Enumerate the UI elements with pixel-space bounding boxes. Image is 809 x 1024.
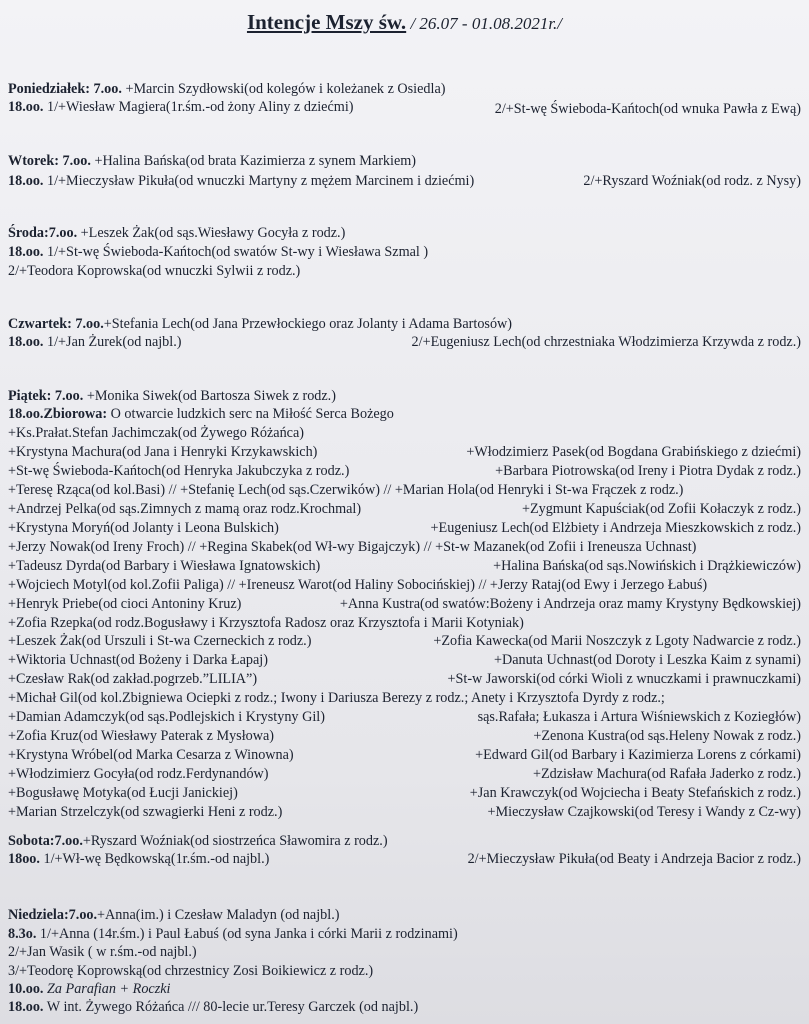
saturday-evening-1 bbox=[8, 850, 269, 868]
friday-intention-right: +Barbara Piotrowska(od Ireny i Piotra Dydak z rodz.) bbox=[495, 463, 801, 479]
friday-intention-right: +Zenona Kustra(od sąs.Heleny Nowak z rodz.) bbox=[533, 728, 801, 744]
friday-mass-18: O otwarcie ludzkich serc na Miłość Serca Bożego bbox=[107, 406, 394, 422]
thursday-time-18: 18.oo. bbox=[8, 334, 44, 350]
sunday-830-3: 3/+Teodorę Koprowską(od chrzestnicy Zosi Boikiewicz z rodz.) bbox=[8, 963, 374, 979]
friday-mass-7: +Monika Siwek(od Bartosza Siwek z rodz.) bbox=[83, 388, 336, 404]
friday-intention-right: +Danuta Uchnast(od Doroty i Leszka Kaim z synami) bbox=[493, 652, 801, 668]
thursday-mass-7: +Stefania Lech(od Jana Przewłockiego oraz Jolanty i Adama Bartosów) bbox=[103, 316, 513, 332]
friday-intention-right: +Anna Kustra(od swatów:Bożeny i Andrzeja oraz mamy Krystyny Będkowskiej) bbox=[339, 596, 801, 612]
friday-intention-right: +Halina Bańska(od sąs.Nowińskich i Drążkiewiczów) bbox=[493, 558, 801, 574]
saturday-day: Sobota: bbox=[8, 833, 55, 849]
friday-intention-left: +Zofia Kruz(od Wiesławy Paterak z Mysłowa) bbox=[8, 728, 275, 744]
saturday-evening-2: 2/+Mieczysław Pikuła(od Beaty i Andrzeja Bacior z rodz.) bbox=[467, 851, 801, 867]
sunday-1000 bbox=[8, 980, 170, 998]
wednesday-mass-7: +Leszek Żak(od sąs.Wiesławy Gocyła z rodz.) bbox=[77, 225, 346, 241]
saturday-time-18: 18oo. bbox=[8, 851, 40, 867]
tuesday-time-7: 7.oo. bbox=[62, 153, 91, 169]
saturday-time-7: 7.oo. bbox=[54, 833, 83, 849]
sunday-mass-18: W int. Żywego Różańca /// 80-lecie ur.Teresy Garczek (od najbl.) bbox=[43, 999, 419, 1015]
friday-intention-left: +Damian Adamczyk(od sąs.Podlejskich i Krystyny Gil) bbox=[8, 709, 325, 725]
wednesday-time-18: 18.oo. bbox=[8, 244, 44, 260]
friday-time-18: 18.oo.Zbiorowa: bbox=[8, 406, 108, 422]
friday-intention-right: +Jan Krawczyk(od Wojciecha i Beaty Stefańskich z rodz.) bbox=[469, 785, 801, 801]
friday-intention-left: +Michał Gil(od kol.Zbigniewa Ociepki z rodz.; Iwony i Dariusza Berezy z rodz.; Anety i Krzysztofa Dyrdy z rodz.; bbox=[8, 690, 665, 706]
monday-morning bbox=[8, 80, 445, 98]
friday-intention-right: +Eugeniusz Lech(od Elżbiety i Andrzeja Mieszkowskich z rodz.) bbox=[430, 520, 801, 536]
monday-evening-1 bbox=[8, 98, 353, 116]
tuesday-evening-2: 2/+Ryszard Woźniak(od rodz. z Nysy) bbox=[583, 173, 801, 189]
friday-intention-right: +Zdzisław Machura(od Rafała Jaderko z rodz.) bbox=[533, 766, 801, 782]
friday-intention-right: +Włodzimierz Pasek(od Bogdana Grabińskiego z dziećmi) bbox=[466, 444, 801, 460]
tuesday-mass-7: +Halina Bańska(od brata Kazimierza z synem Markiem) bbox=[90, 153, 417, 169]
monday-mass-18-1: 1/+Wiesław Magiera(1r.śm.-od żony Aliny z dziećmi) bbox=[43, 99, 354, 115]
sunday-1800 bbox=[8, 998, 418, 1016]
friday-intention-left: +St-wę Świeboda-Kańtoch(od Henryka Jakubczyka z rodz.) bbox=[8, 463, 350, 479]
friday-intention-left: +Marian Strzelczyk(od szwagierki Heni z rodz.) bbox=[8, 804, 283, 820]
friday-intention-left: +Teresę Rząca(od kol.Basi) // +Stefanię Lech(od sąs.Czerwików) // +Marian Hola(od Henryki i St-wa Frączek z rodz.) bbox=[8, 482, 684, 498]
page-title bbox=[0, 8, 809, 38]
wednesday-time-7: 7.oo. bbox=[48, 225, 78, 241]
tuesday-time-18: 18.oo. bbox=[8, 173, 44, 189]
friday-intention-left: +Czesław Rak(od zakład.pogrzeb.”LILIA”) bbox=[8, 671, 258, 687]
friday-intention-left: +Andrzej Pelka(od sąs.Zimnych z mamą oraz rodz.Krochmal) bbox=[8, 501, 362, 517]
thursday-mass-18-1: 1/+Jan Żurek(od najbl.) bbox=[43, 334, 182, 350]
friday-intention-left: +Ks.Prałat.Stefan Jachimczak(od Żywego Różańca) bbox=[8, 425, 304, 441]
friday-morning bbox=[8, 387, 336, 405]
sunday-mass-1000: Za Parafian + Roczki bbox=[43, 981, 171, 997]
friday-intention-left: +Wiktoria Uchnast(od Bożeny i Darka Łapaj) bbox=[8, 652, 268, 668]
friday-intention-left: +Krystyna Machura(od Jana i Henryki Krzykawskich) bbox=[8, 444, 318, 460]
friday-intention-right: +Mieczysław Czajkowski(od Teresy i Wandy z Cz-wy) bbox=[487, 804, 801, 820]
tuesday-morning bbox=[8, 152, 416, 170]
monday-evening-2: 2/+St-wę Świeboda-Kańtoch(od wnuka Pawła z Ewą) bbox=[494, 101, 801, 117]
tuesday-mass-18-1: 1/+Mieczysław Pikuła(od wnuczki Martyny z mężem Marcinem i dziećmi) bbox=[43, 173, 475, 189]
friday-day: Piątek: bbox=[8, 388, 52, 404]
sunday-time-18: 18.oo. bbox=[8, 999, 44, 1015]
friday-intention-left: +Włodzimierz Gocyła(od rodz.Ferdynandów) bbox=[8, 766, 269, 782]
sunday-830-1 bbox=[8, 925, 458, 943]
wednesday-mass-18-1: 1/+St-wę Świeboda-Kańtoch(od swatów St-wy i Wiesława Szmal ) bbox=[43, 244, 429, 260]
title-main: Intencje Mszy św. bbox=[246, 10, 407, 34]
friday-intention-right: sąs.Rafała; Łukasza i Artura Wiśniewskich z Koziegłów) bbox=[477, 709, 801, 725]
friday-intention-left: +Wojciech Motyl(od kol.Zofii Paliga) // +Ireneusz Warot(od Haliny Sobocińskiej) // +Jerzy Rataj(od Ewy i Jerzego Łabuś) bbox=[8, 577, 708, 593]
saturday-mass-18-1: 1/+Wł-wę Będkowską(1r.śm.-od najbl.) bbox=[39, 851, 270, 867]
monday-time-18: 18.oo. bbox=[8, 99, 44, 115]
thursday-time-7: 7.oo. bbox=[75, 316, 104, 332]
wednesday-evening-1 bbox=[8, 243, 428, 261]
thursday-evening-1 bbox=[8, 333, 182, 351]
tuesday-day: Wtorek: bbox=[8, 153, 59, 169]
monday-time-7: 7.oo. bbox=[93, 81, 122, 97]
friday-intention-left: +Leszek Żak(od Urszuli i St-wa Czerneckich z rodz.) bbox=[8, 633, 312, 649]
sunday-mass-830-1: 1/+Anna (14r.śm.) i Paul Łabuś (od syna Janka i córki Marii z rodzinami) bbox=[36, 926, 458, 942]
wednesday-morning bbox=[8, 224, 345, 242]
friday-intention-left: +Tadeusz Dyrda(od Barbary i Wiesława Ignatowskich) bbox=[8, 558, 321, 574]
friday-intention-right: +Zofia Kawecka(od Marii Noszczyk z Lgoty Nadwarcie z rodz.) bbox=[433, 633, 801, 649]
wednesday-evening-2: 2/+Teodora Koprowska(od wnuczki Sylwii z rodz.) bbox=[8, 263, 301, 279]
saturday-mass-7: +Ryszard Woźniak(od siostrzeńca Sławomira z rodz.) bbox=[82, 833, 388, 849]
friday-intention-left: +Henryk Priebe(od cioci Antoniny Kruz) bbox=[8, 596, 242, 612]
sunday-time-7: 7.oo. bbox=[68, 907, 98, 923]
friday-intention-left: +Zofia Rzepka(od rodz.Bogusławy i Krzysztofa Radosz oraz Krzysztofa i Marii Kotyniak) bbox=[8, 615, 524, 631]
friday-intention-left: +Krystyna Moryń(od Jolanty i Leona Bulskich) bbox=[8, 520, 279, 536]
monday-mass-7: +Marcin Szydłowski(od kolegów i koleżanek z Osiedla) bbox=[121, 81, 446, 97]
friday-time-7: 7.oo. bbox=[54, 388, 84, 404]
monday-day: Poniedziałek: bbox=[8, 81, 90, 97]
tuesday-evening-1 bbox=[8, 172, 474, 190]
thursday-day: Czwartek: bbox=[8, 316, 72, 332]
friday-intention-right: +Edward Gil(od Barbary i Kazimierza Lorens z córkami) bbox=[475, 747, 801, 763]
thursday-evening-2: 2/+Eugeniusz Lech(od chrzestniaka Włodzimierza Krzywda z rodz.) bbox=[411, 334, 801, 350]
wednesday-day: Środa: bbox=[8, 225, 49, 241]
friday-intention-left: +Jerzy Nowak(od Ireny Froch) // +Regina Skabek(od Wł-wy Bigajczyk) // +St-w Mazanek(od Zofii i Ireneusza Uchnast) bbox=[8, 539, 697, 555]
friday-intention-right: +St-w Jaworski(od córki Wioli z wnuczkami i prawnuczkami) bbox=[447, 671, 801, 687]
friday-intention-left: +Krystyna Wróbel(od Marka Cesarza z Winowna) bbox=[8, 747, 294, 763]
sunday-mass-7: +Anna(im.) i Czesław Maladyn (od najbl.) bbox=[97, 907, 340, 923]
thursday-morning bbox=[8, 315, 512, 333]
friday-intention-right: +Zygmunt Kapuściak(od Zofii Kołaczyk z rodz.) bbox=[521, 501, 801, 517]
sunday-830-2: 2/+Jan Wasik ( w r.śm.-od najbl.) bbox=[8, 944, 197, 960]
sunday-time-830: 8.3o. bbox=[8, 926, 37, 942]
sunday-day: Niedziela: bbox=[8, 907, 69, 923]
title-dates: / 26.07 - 01.08.2021r./ bbox=[406, 14, 563, 33]
sunday-morning bbox=[8, 906, 339, 924]
sunday-time-1000: 10.oo. bbox=[8, 981, 44, 997]
friday-evening bbox=[8, 405, 394, 423]
friday-intention-left: +Bogusławę Motyka(od Łucji Janickiej) bbox=[8, 785, 238, 801]
saturday-morning bbox=[8, 832, 388, 850]
